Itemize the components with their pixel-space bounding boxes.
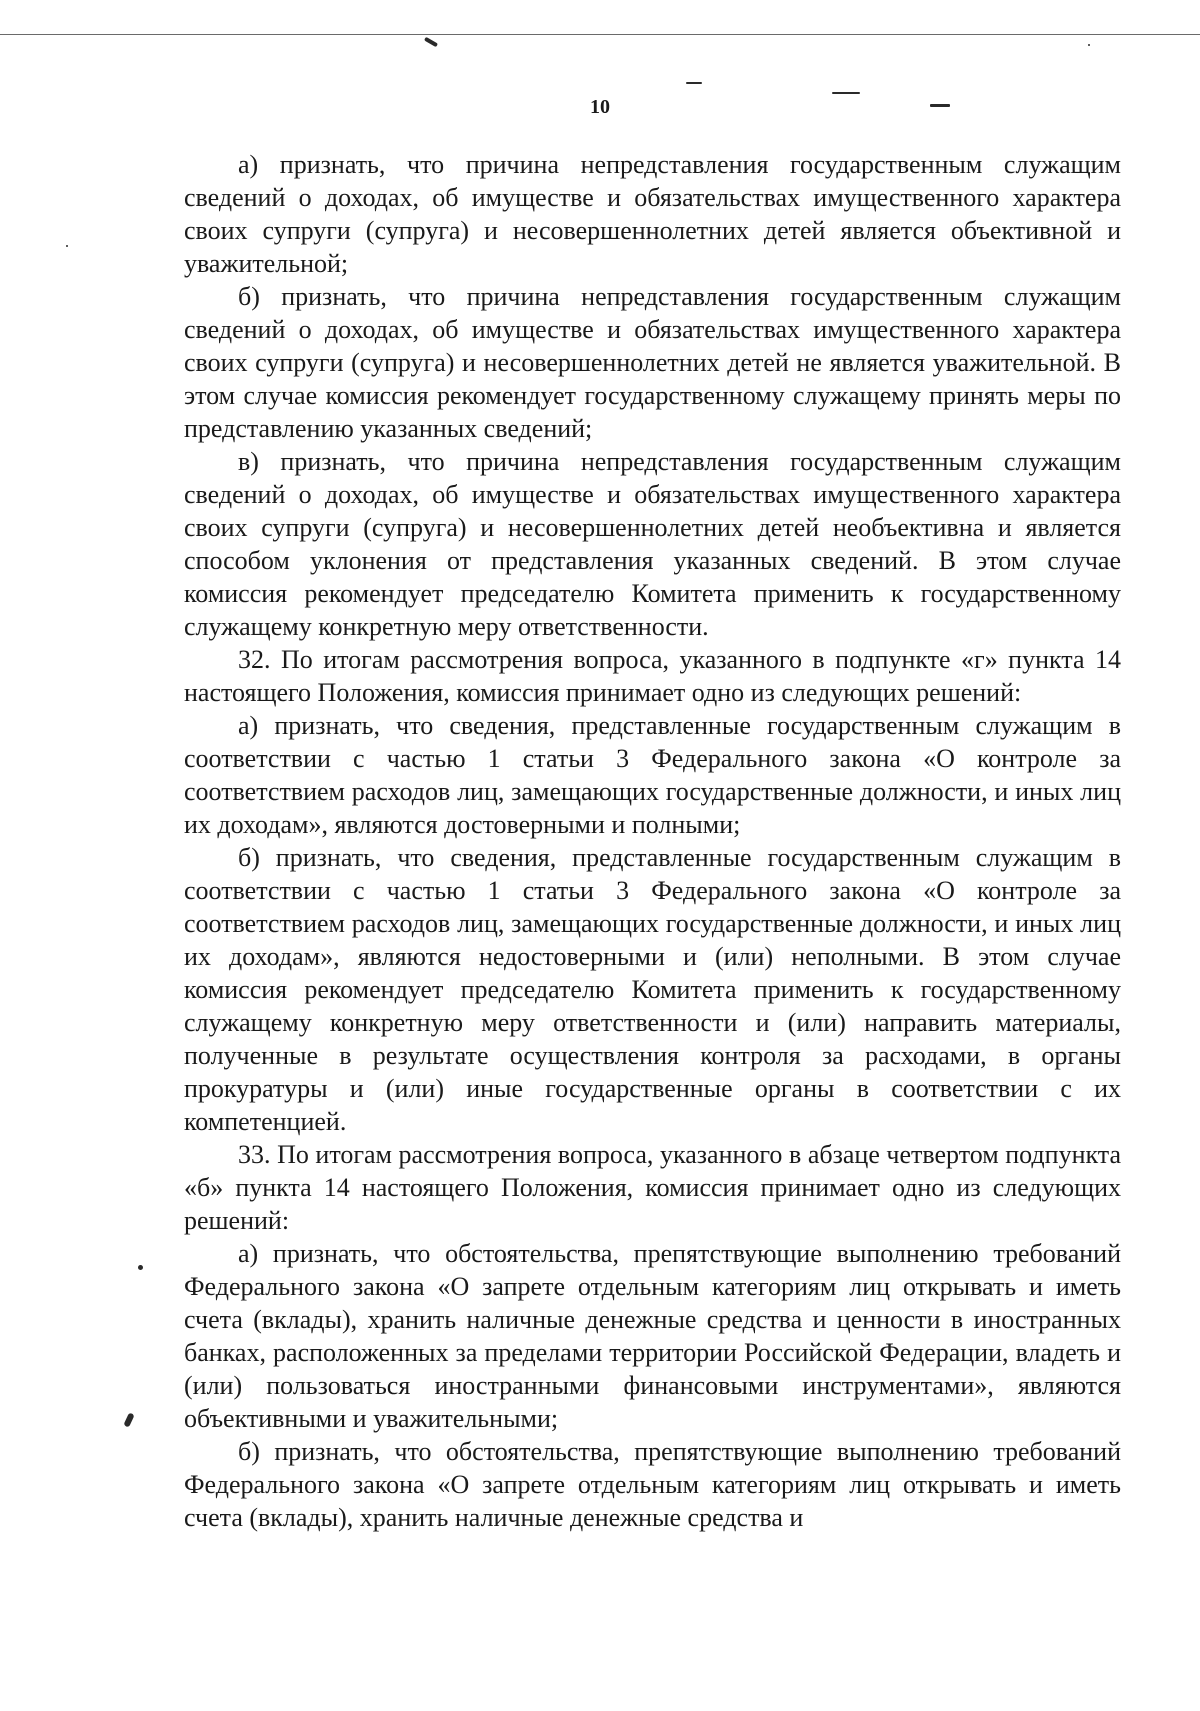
scan-speck bbox=[832, 92, 860, 94]
scan-speck bbox=[123, 1412, 134, 1427]
paragraph-33a: а) признать, что обстоятельства, препятствующие выполнению требований Федерального закона «О запрете отдельным категориям лиц открывать и иметь счета (вклады), хранить наличные денежные средства и ценности в иностранных банках, расположенных за пределами территории Российской Федерации, владеть и (или) пользоваться иностранными финансовыми инструментами», являются объективными и уважительными; bbox=[184, 1239, 1121, 1433]
paragraph-31v: в) признать, что причина непредставления государственным служащим сведений о доходах, об имуществе и обязательствах имущественного характера своих супруги (супруга) и несовершеннолетних детей необъективна и является способом уклонения от представления указанных сведений. В этом случае комиссия рекомендует председателю Комитета применить к государственному служащему конкретную меру ответственности. bbox=[184, 447, 1121, 641]
paragraph-32a: а) признать, что сведения, представленные государственным служащим в соответствии с частью 1 статьи 3 Федерального закона «О контроле за соответствием расходов лиц, замещающих государственные должности, и иных лиц их доходам», являются достоверными и полными; bbox=[184, 711, 1121, 839]
paragraph-33: 33. По итогам рассмотрения вопроса, указанного в абзаце четвертом подпункта «б» пункта 14 настоящего Положения, комиссия принимает одно из следующих решений: bbox=[184, 1140, 1121, 1235]
scan-speck bbox=[1088, 44, 1090, 46]
paragraph-31a: а) признать, что причина непредставления государственным служащим сведений о доходах, об имуществе и обязательствах имущественного характера своих супруги (супруга) и несовершеннолетних детей является объективной и уважительной; bbox=[184, 150, 1121, 278]
scan-speck bbox=[686, 82, 702, 84]
paragraph-31b: б) признать, что причина непредставления государственным служащим сведений о доходах, об имуществе и обязательствах имущественного характера своих супруги (супруга) и несовершеннолетних детей не является уважительной. В этом случае комиссия рекомендует государственному служащему принять меры по представлению указанных сведений; bbox=[184, 282, 1121, 443]
paragraph-32b: б) признать, что сведения, представленные государственным служащим в соответствии с частью 1 статьи 3 Федерального закона «О контроле за соответствием расходов лиц, замещающих государственные должности, и иных лиц их доходам», являются недостоверными и (или) неполными. В этом случае комиссия рекомендует председателю Комитета применить к государственному служащему конкретную меру ответственности и (или) направить материалы, полученные в результате осуществления контроля за расходами, в органы прокуратуры и (или) иные государственные органы в соответствии с их компетенцией. bbox=[184, 843, 1121, 1136]
page-number: 10 bbox=[590, 96, 610, 118]
scan-border-line bbox=[0, 34, 1200, 35]
scan-speck bbox=[66, 245, 68, 247]
scan-speck bbox=[424, 37, 438, 47]
document-body bbox=[184, 148, 1121, 1534]
paragraph-32: 32. По итогам рассмотрения вопроса, указанного в подпункте «г» пункта 14 настоящего Положения, комиссия принимает одно из следующих решений: bbox=[184, 645, 1121, 707]
scan-speck bbox=[138, 1265, 143, 1270]
paragraph-33b: б) признать, что обстоятельства, препятствующие выполнению требований Федерального закона «О запрете отдельным категориям лиц открывать и иметь счета (вклады), хранить наличные денежные средства и bbox=[184, 1437, 1121, 1532]
